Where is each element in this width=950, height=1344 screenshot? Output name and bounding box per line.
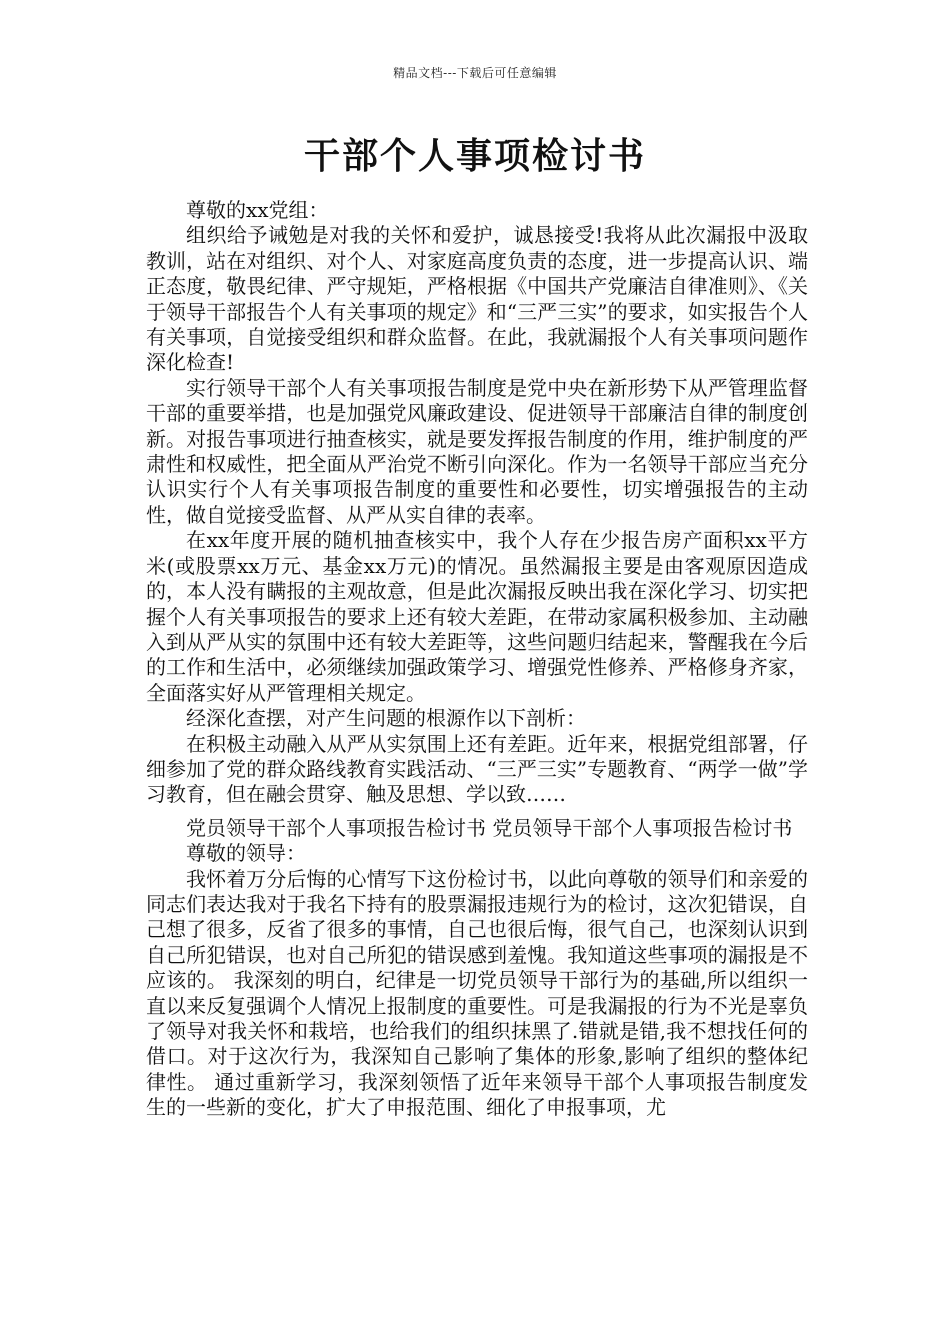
body-paragraph: 在xx年度开展的随机抽查核实中，我个人存在少报告房产面积xx平方米(或股票xx万元、基金xx万元)的情况。虽然漏报主要是由客观原因造成的，本人没有瞒报的主观故意，但是此次漏报反映出我在深化学习、切实把握个人有关事项报告的要求上还有较大差距，在带动家属积极参加、主动融入到从严从实的氛围中还有较大差距等，这些问题归结起来，警醒我在今后的工作和生活中，必须继续加强政策学习、增强党性修养、严格修身齐家，全面落实好从严管理相关规定。: [146, 528, 808, 705]
body-paragraph: 我怀着万分后悔的心情写下这份检讨书，以此向尊敬的领导们和亲爱的同志们表达我对于我名下持有的股票漏报违规行为的检讨，这次犯错误，自己想了很多，反省了很多的事情，自己也很后悔，很气自己，也深刻认识到自己所犯错误，也对自己所犯的错误感到羞愧。我知道这些事项的漏报是不应该的。 我深刻的明白，纪律是一切党员领导干部行为的基础,所以组织一直以来反复强调个人情况上报制度的重要性。可是我漏报的行为不光是辜负了领导对我关怀和栽培，也给我们的组织抹黑了.错就是错,我不想找任何的借口。对于这次行为，我深知自己影响了集体的形象,影响了组织的整体纪律性。 通过重新学习，我深刻领悟了近年来领导干部个人事项报告制度发生的一些新的变化，扩大了申报范围、细化了申报事项，尤: [146, 866, 808, 1120]
body-paragraph: 经深化查摆，对产生问题的根源作以下剖析：: [186, 706, 586, 731]
header-note: 精品文档---下载后可任意编辑: [393, 66, 557, 80]
salutation-leader: 尊敬的领导：: [186, 841, 306, 866]
second-document-heading: 党员领导干部个人事项报告检讨书 党员领导干部个人事项报告检讨书: [186, 815, 793, 840]
body-paragraph: 组织给予诫勉是对我的关怀和爱护，诚恳接受!我将从此次漏报中汲取教训，站在对组织、对个人、对家庭高度负责的态度，进一步提高认识、端正态度，敬畏纪律、严守规矩，严格根据《中国共产党廉洁自律准则》、《关于领导干部报告个人有关事项的规定》和“三严三实”的要求，如实报告个人有关事项，自觉接受组织和群众监督。在此，我就漏报个人有关事项问题作深化检查!: [146, 223, 808, 375]
salutation-party-group: 尊敬的xx党组：: [186, 198, 329, 222]
body-paragraph: 在积极主动融入从严从实氛围上还有差距。近年来，根据党组部署，仔细参加了党的群众路线教育实践活动、“三严三实”专题教育、“两学一做”学习教育，但在融会贯穿、触及思想、学以致……: [146, 731, 808, 807]
body-paragraph: 实行领导干部个人有关事项报告制度是党中央在新形势下从严管理监督干部的重要举措，也是加强党风廉政建设、促进领导干部廉洁自律的制度创新。对报告事项进行抽查核实，就是要发挥报告制度的作用，维护制度的严肃性和权威性，把全面从严治党不断引向深化。作为一名领导干部应当充分认识实行个人有关事项报告制度的重要性和必要性，切实增强报告的主动性，做自觉接受监督、从严从实自律的表率。: [146, 375, 808, 527]
document-body: [146, 198, 808, 1121]
document-title: 干部个人事项检讨书: [303, 136, 646, 177]
